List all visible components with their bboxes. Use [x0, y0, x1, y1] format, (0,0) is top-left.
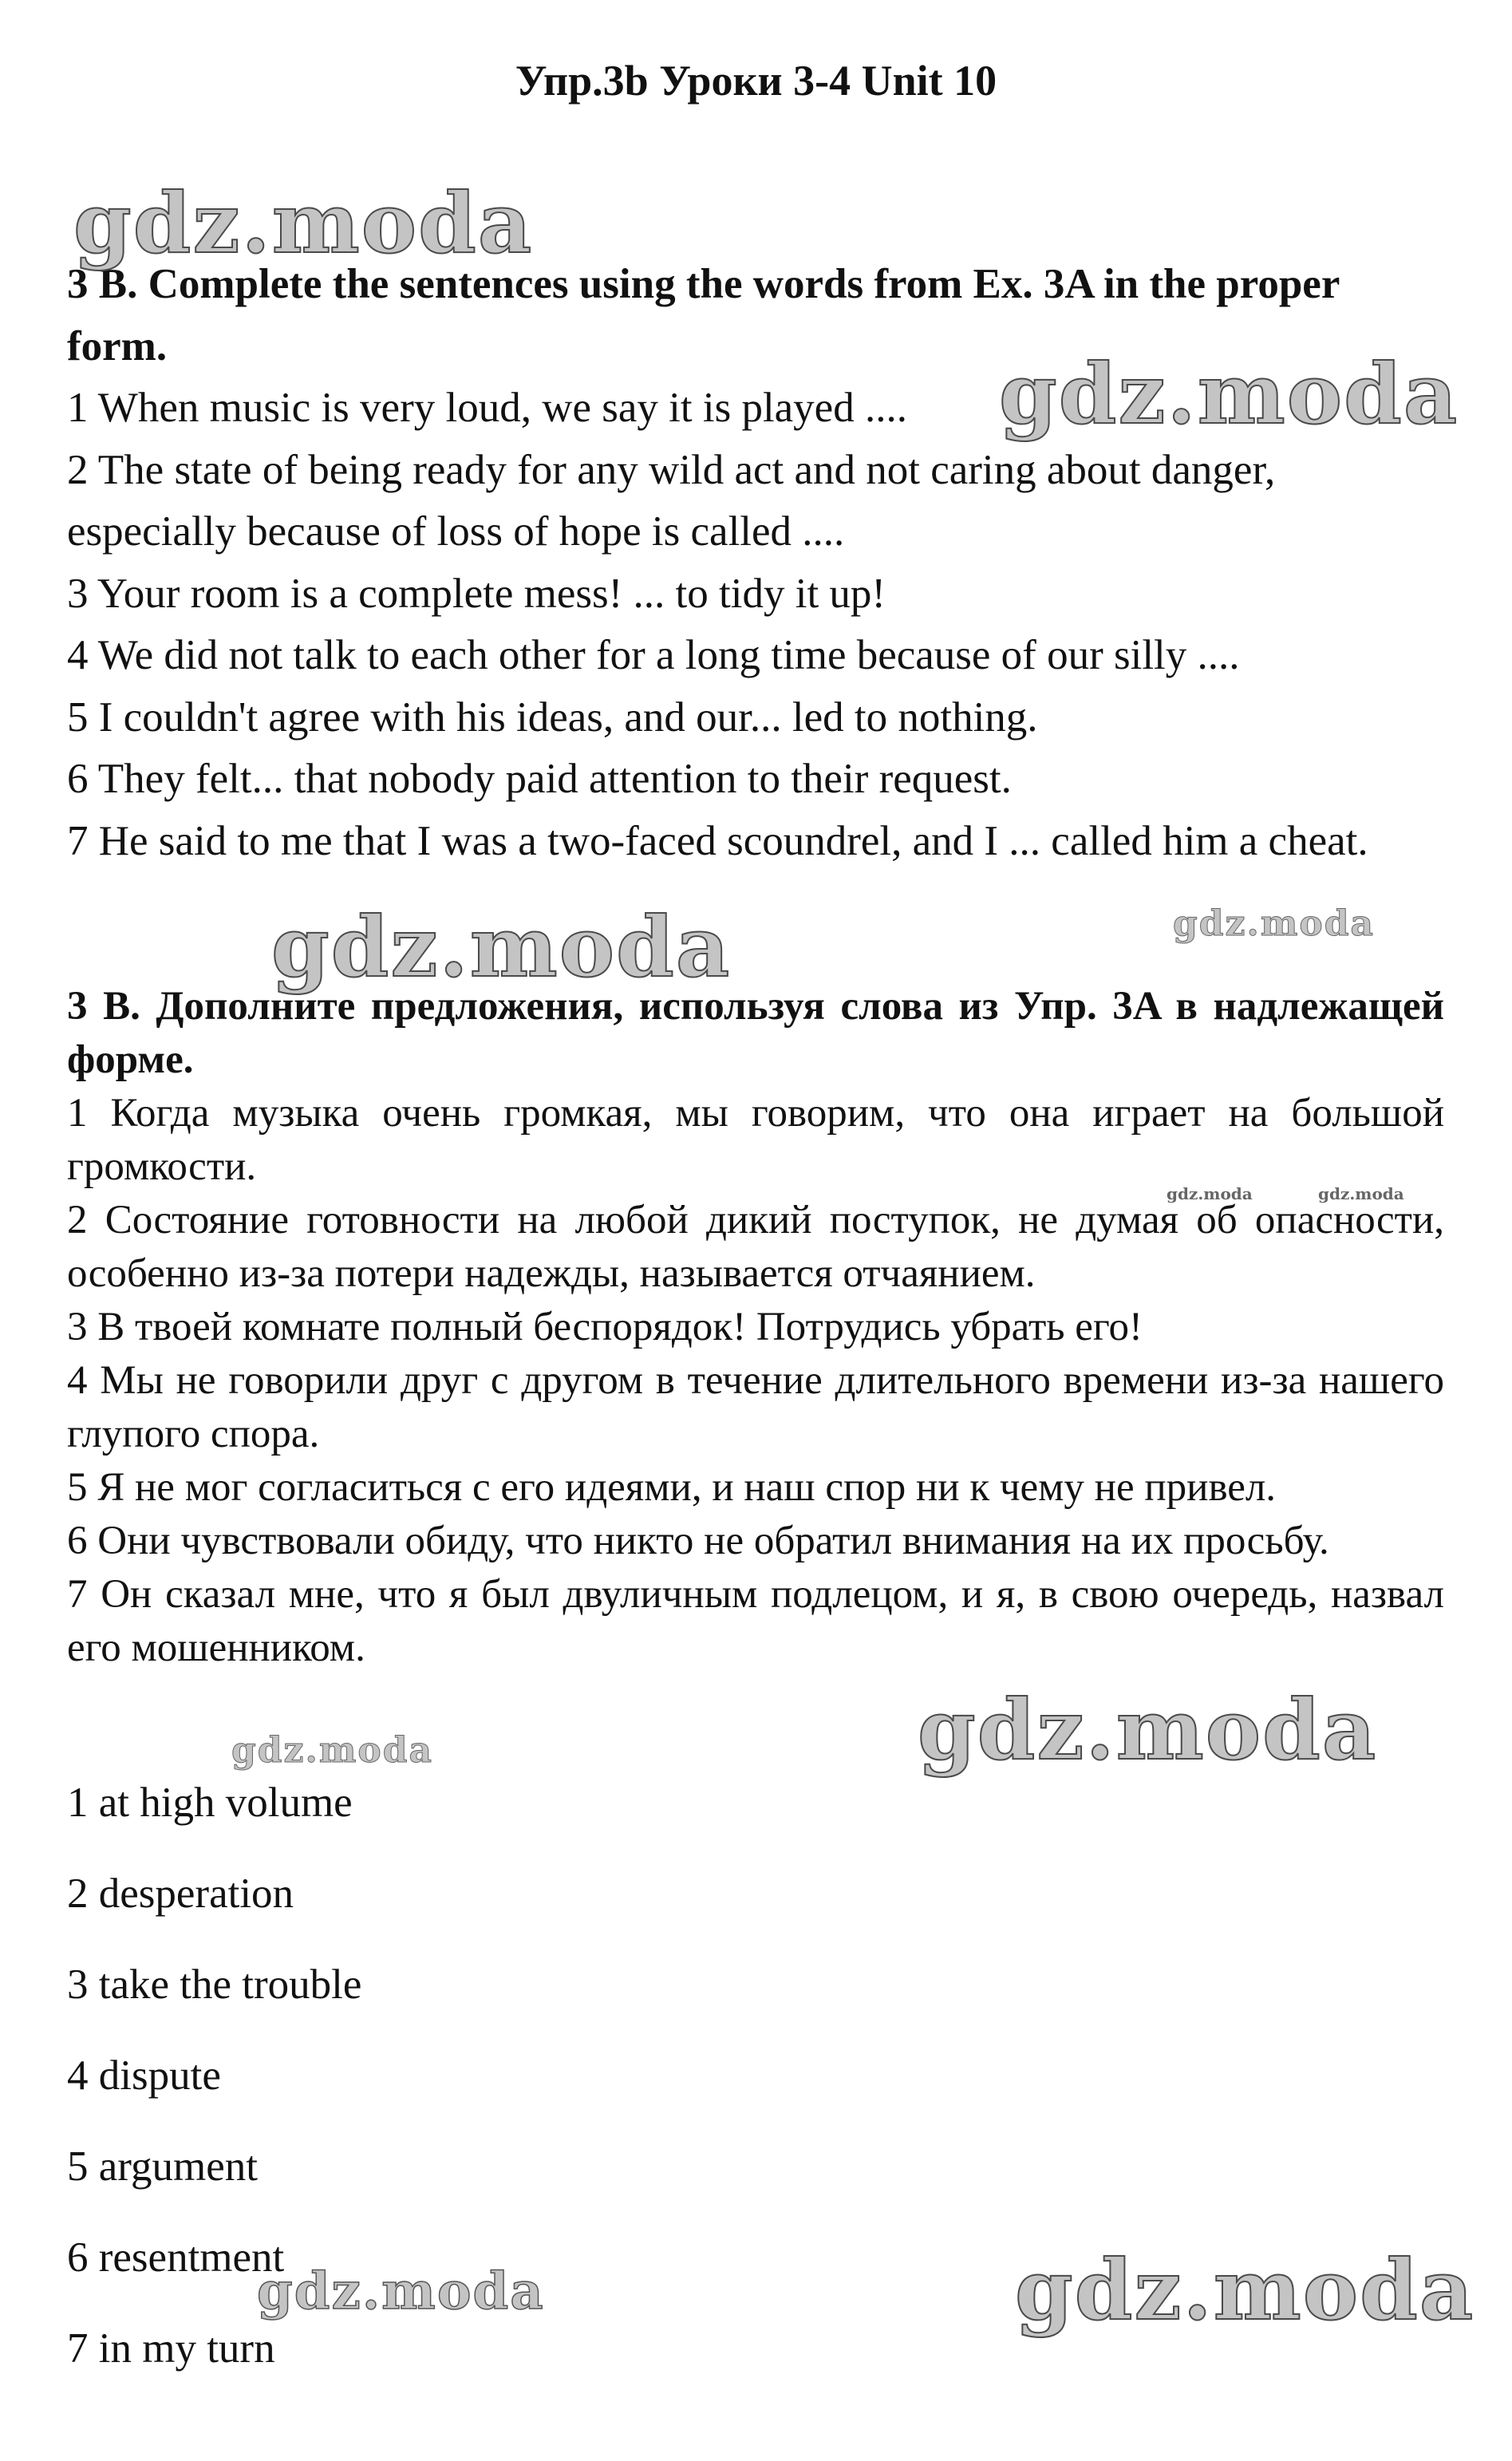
english-sentence: 4 We did not talk to each other for a long time because of our silly .... — [67, 632, 1240, 678]
answer-item: 3 take the trouble — [67, 1961, 362, 2008]
answer-list — [67, 1757, 1024, 2394]
watermark-logo: gdz.moda — [1318, 1184, 1404, 1203]
russian-translation — [67, 980, 1444, 1675]
russian-sentence: 1 Когда музыка очень громкая, мы говорим, что она играет на большой громкости. — [67, 1091, 1444, 1189]
english-exercise — [67, 254, 1444, 872]
watermark-logo: gdz.moda — [257, 2262, 545, 2321]
russian-sentence: 7 Он сказал мне, что я был двуличным подлецом, и я, в свою очередь, назвал его мошенником. — [67, 1572, 1444, 1670]
answer-item: 6 resentment — [67, 2234, 285, 2281]
watermark-logo: gdz.moda — [73, 174, 534, 272]
watermark-logo: gdz.moda — [271, 898, 732, 996]
english-sentence: 5 I couldn't agree with his ideas, and our... led to nothing. — [67, 693, 1038, 741]
watermark-logo: gdz.moda — [1167, 1184, 1253, 1203]
russian-sentence: 3 В твоей комнате полный беспорядок! Потрудись убрать его! — [67, 1305, 1143, 1349]
watermark-logo: gdz.moda — [231, 1730, 434, 1771]
answer-item: 7 in my turn — [67, 2325, 275, 2372]
answer-item: 5 argument — [67, 2143, 258, 2190]
english-sentence: 2 The state of being ready for any wild act and not caring about danger, especially because of loss of hope is called .... — [67, 446, 1276, 555]
watermark-logo: gdz.moda — [999, 345, 1459, 443]
russian-sentence: 5 Я не мог согласиться с его идеями, и наш спор ни к чему не привел. — [67, 1465, 1277, 1510]
russian-sentence: 4 Мы не говорили друг с другом в течение длительного времени из-за нашего глупого спора. — [67, 1358, 1444, 1456]
russian-sentence: 2 Состояние готовности на любой дикий поступок, не думая об опасности, особенно из-за потери надежды, называется отчаянием. — [67, 1198, 1444, 1296]
english-sentence: 6 They felt... that nobody paid attention to their request. — [67, 756, 1012, 802]
watermark-logo: gdz.moda — [918, 1681, 1378, 1779]
answer-item: 1 at high volume — [67, 1780, 353, 1826]
watermark-logo: gdz.moda — [1015, 2241, 1475, 2339]
answer-item: 4 dispute — [67, 2052, 221, 2099]
russian-heading: 3 B. Дополните предложения, используя слова из Упр. 3A в надлежащей форме. — [67, 984, 1444, 1082]
english-sentence: 1 When music is very loud, we say it is played .... — [67, 385, 907, 431]
english-heading: 3 B. Complete the sentences using the words from Ex. 3A in the proper form. — [67, 261, 1340, 369]
english-sentence: 3 Your room is a complete mess! ... to tidy it up! — [67, 570, 886, 617]
page-title: Упр.3b Уроки 3-4 Unit 10 — [515, 57, 997, 105]
watermark-logo: gdz.moda — [1173, 903, 1376, 944]
english-sentence: 7 He said to me that I was a two-faced scoundrel, and I ... called him a cheat. — [67, 817, 1368, 864]
answer-item: 2 desperation — [67, 1870, 294, 1917]
russian-sentence: 6 Они чувствовали обиду, что никто не обратил внимания на их просьбу. — [67, 1519, 1329, 1563]
